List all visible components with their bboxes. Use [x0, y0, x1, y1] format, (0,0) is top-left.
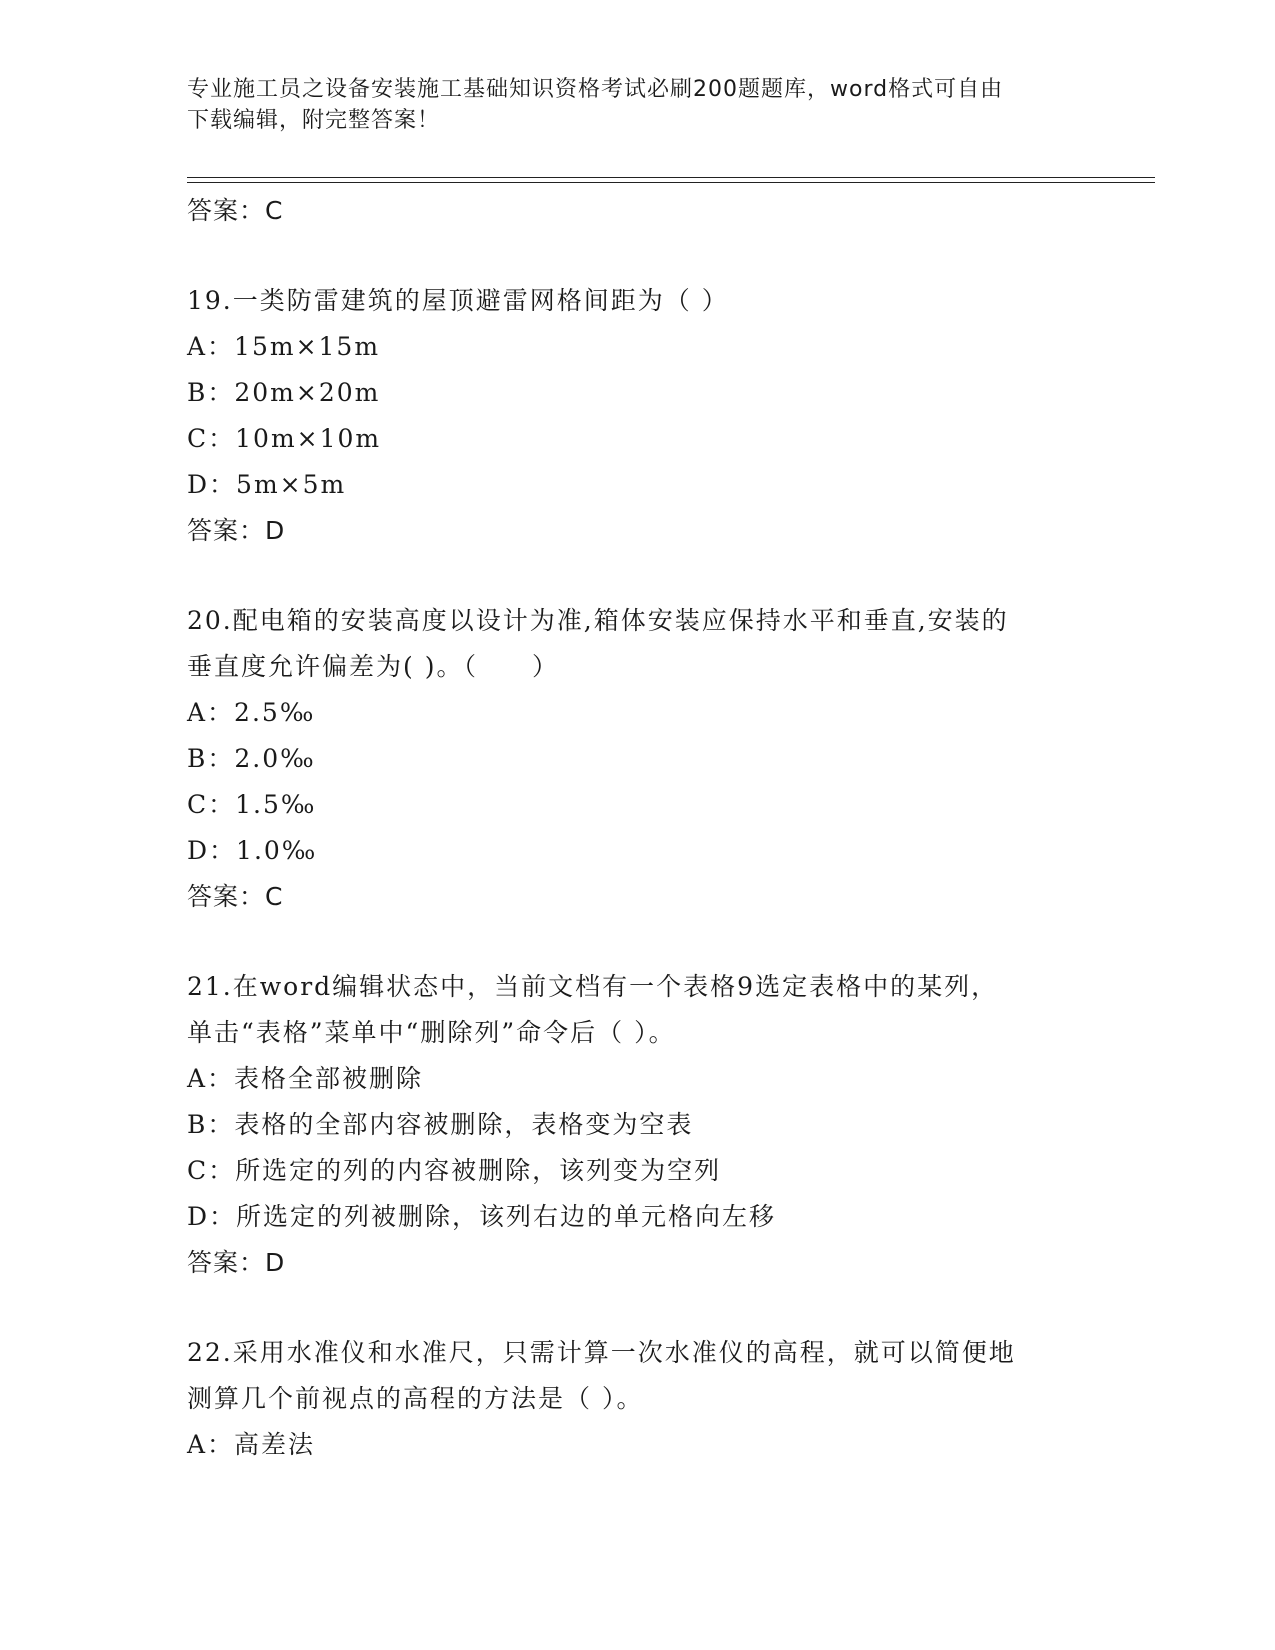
spacer	[187, 1286, 1087, 1330]
option-b: B：2.0‰	[187, 744, 316, 773]
answer-line: 答案：D	[187, 516, 286, 545]
document-body	[187, 188, 1087, 1468]
question-stem: 22.采用水准仪和水准尺，只需计算一次水准仪的高程，就可以简便地	[187, 1338, 1016, 1367]
option-a: A：表格全部被删除	[187, 1064, 424, 1093]
question-stem: 测算几个前视点的高程的方法是（ ）。	[187, 1384, 644, 1413]
option-d: D：5m×5m	[187, 470, 347, 499]
option-a: A：15m×15m	[187, 332, 381, 361]
question-stem: 21.在word编辑状态中，当前文档有一个表格9选定表格中的某列，	[187, 972, 999, 1001]
option-c: C：所选定的列的内容被删除，该列变为空列	[187, 1156, 722, 1185]
option-a: A：2.5‰	[187, 698, 316, 727]
spacer	[187, 554, 1087, 598]
answer-line: 答案：C	[187, 196, 284, 225]
question-stem: 20.配电箱的安装高度以设计为准,箱体安装应保持水平和垂直,安装的	[187, 606, 1009, 635]
option-d: D：所选定的列被删除，该列右边的单元格向左移	[187, 1202, 777, 1231]
spacer	[187, 234, 1087, 278]
option-b: B：20m×20m	[187, 378, 381, 407]
header-divider	[187, 177, 1155, 183]
question-stem: 单击“表格”菜单中“删除列”命令后（ ）。	[187, 1018, 676, 1047]
question-block	[187, 1330, 1087, 1468]
option-a: A：高差法	[187, 1430, 316, 1459]
document-header	[187, 74, 1067, 136]
option-c: C：1.5‰	[187, 790, 317, 819]
option-b: B：表格的全部内容被删除，表格变为空表	[187, 1110, 694, 1139]
header-line: 专业施工员之设备安装施工基础知识资格考试必刷200题题库，word格式可自由	[187, 77, 1004, 102]
question-block	[187, 964, 1087, 1286]
question-block	[187, 598, 1087, 920]
answer-line: 答案：C	[187, 882, 284, 911]
option-d: D：1.0‰	[187, 836, 318, 865]
question-block	[187, 278, 1087, 554]
question-stem: 垂直度允许偏差为( )。（ ）	[187, 652, 559, 681]
header-line: 下载编辑，附完整答案！	[187, 108, 441, 133]
answer-line: 答案：D	[187, 1248, 286, 1277]
option-c: C：10m×10m	[187, 424, 382, 453]
spacer	[187, 920, 1087, 964]
question-stem: 19.一类防雷建筑的屋顶避雷网格间距为（ ）	[187, 286, 729, 315]
